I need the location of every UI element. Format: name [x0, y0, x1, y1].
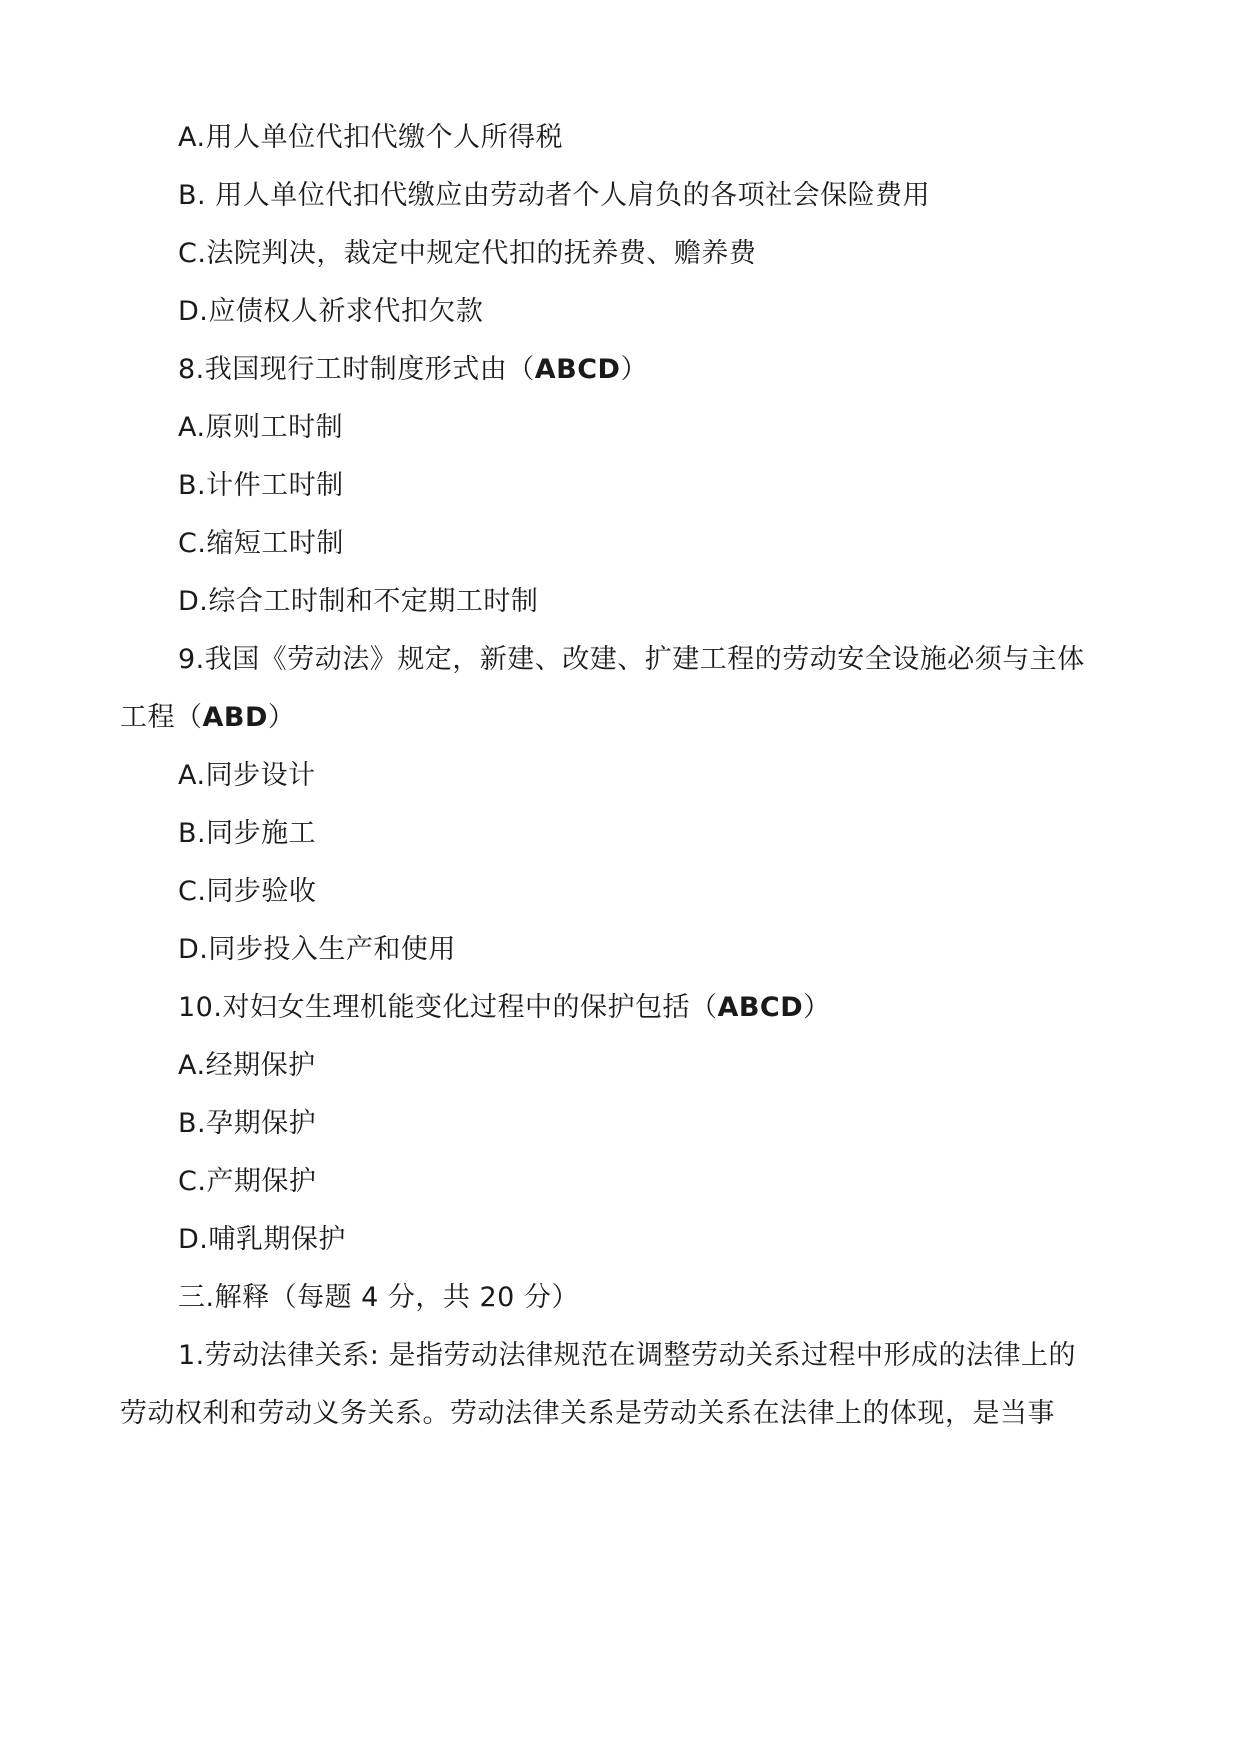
q7-option-c: C.法院判决，裁定中规定代扣的抚养费、赡养费: [178, 238, 757, 269]
q10-option-a: A.经期保护: [178, 1050, 316, 1081]
q9-answer: ABD: [202, 702, 268, 733]
q7-option-b: B. 用人单位代扣代缴应由劳动者个人肩负的各项社会保险费用: [178, 180, 931, 211]
q9-option-b: B.同步施工: [178, 818, 317, 849]
definition-paragraph-line2: 劳动权利和劳动义务关系。劳动法律关系是劳动关系在法律上的体现，是当事: [120, 1398, 1055, 1429]
q9-question-line2: [120, 698, 295, 738]
definition-paragraph-line1: 1.劳动法律关系: 是指劳动法律规范在调整劳动关系过程中形成的法律上的: [178, 1340, 1076, 1371]
q8-option-d: D.综合工时制和不定期工时制: [178, 586, 539, 617]
q10-answer: ABCD: [717, 992, 804, 1023]
q10-question: [178, 988, 831, 1028]
q10-question-text: 10.对妇女生理机能变化过程中的保护包括（: [178, 992, 718, 1023]
q9-question-text: 工程（: [120, 702, 203, 733]
q9-option-a: A.同步设计: [178, 760, 316, 791]
q7-option-d: D.应债权人祈求代扣欠款: [178, 296, 484, 327]
section-heading: 三.解释（每题 4 分，共 20 分）: [178, 1282, 579, 1313]
q8-question: [178, 350, 648, 390]
q8-option-c: C.缩短工时制: [178, 528, 344, 559]
q9-close-paren: ）: [267, 702, 296, 733]
q8-option-b: B.计件工时制: [178, 470, 344, 501]
q10-close-paren: ）: [803, 992, 831, 1023]
q10-option-c: C.产期保护: [178, 1166, 317, 1197]
q9-option-d: D.同步投入生产和使用: [178, 934, 456, 965]
q8-question-text: 8.我国现行工时制度形式由（: [178, 354, 535, 385]
q10-option-b: B.孕期保护: [178, 1108, 317, 1139]
q8-close-paren: ）: [620, 354, 648, 385]
q9-question-line1: 9.我国《劳动法》规定，新建、改建、扩建工程的劳动安全设施必须与主体: [178, 644, 1085, 675]
q10-option-d: D.哺乳期保护: [178, 1224, 346, 1255]
q7-option-a: A.用人单位代扣代缴个人所得税: [178, 122, 564, 153]
q8-answer: ABCD: [534, 354, 621, 385]
q9-option-c: C.同步验收: [178, 876, 317, 907]
q8-option-a: A.原则工时制: [178, 412, 344, 443]
